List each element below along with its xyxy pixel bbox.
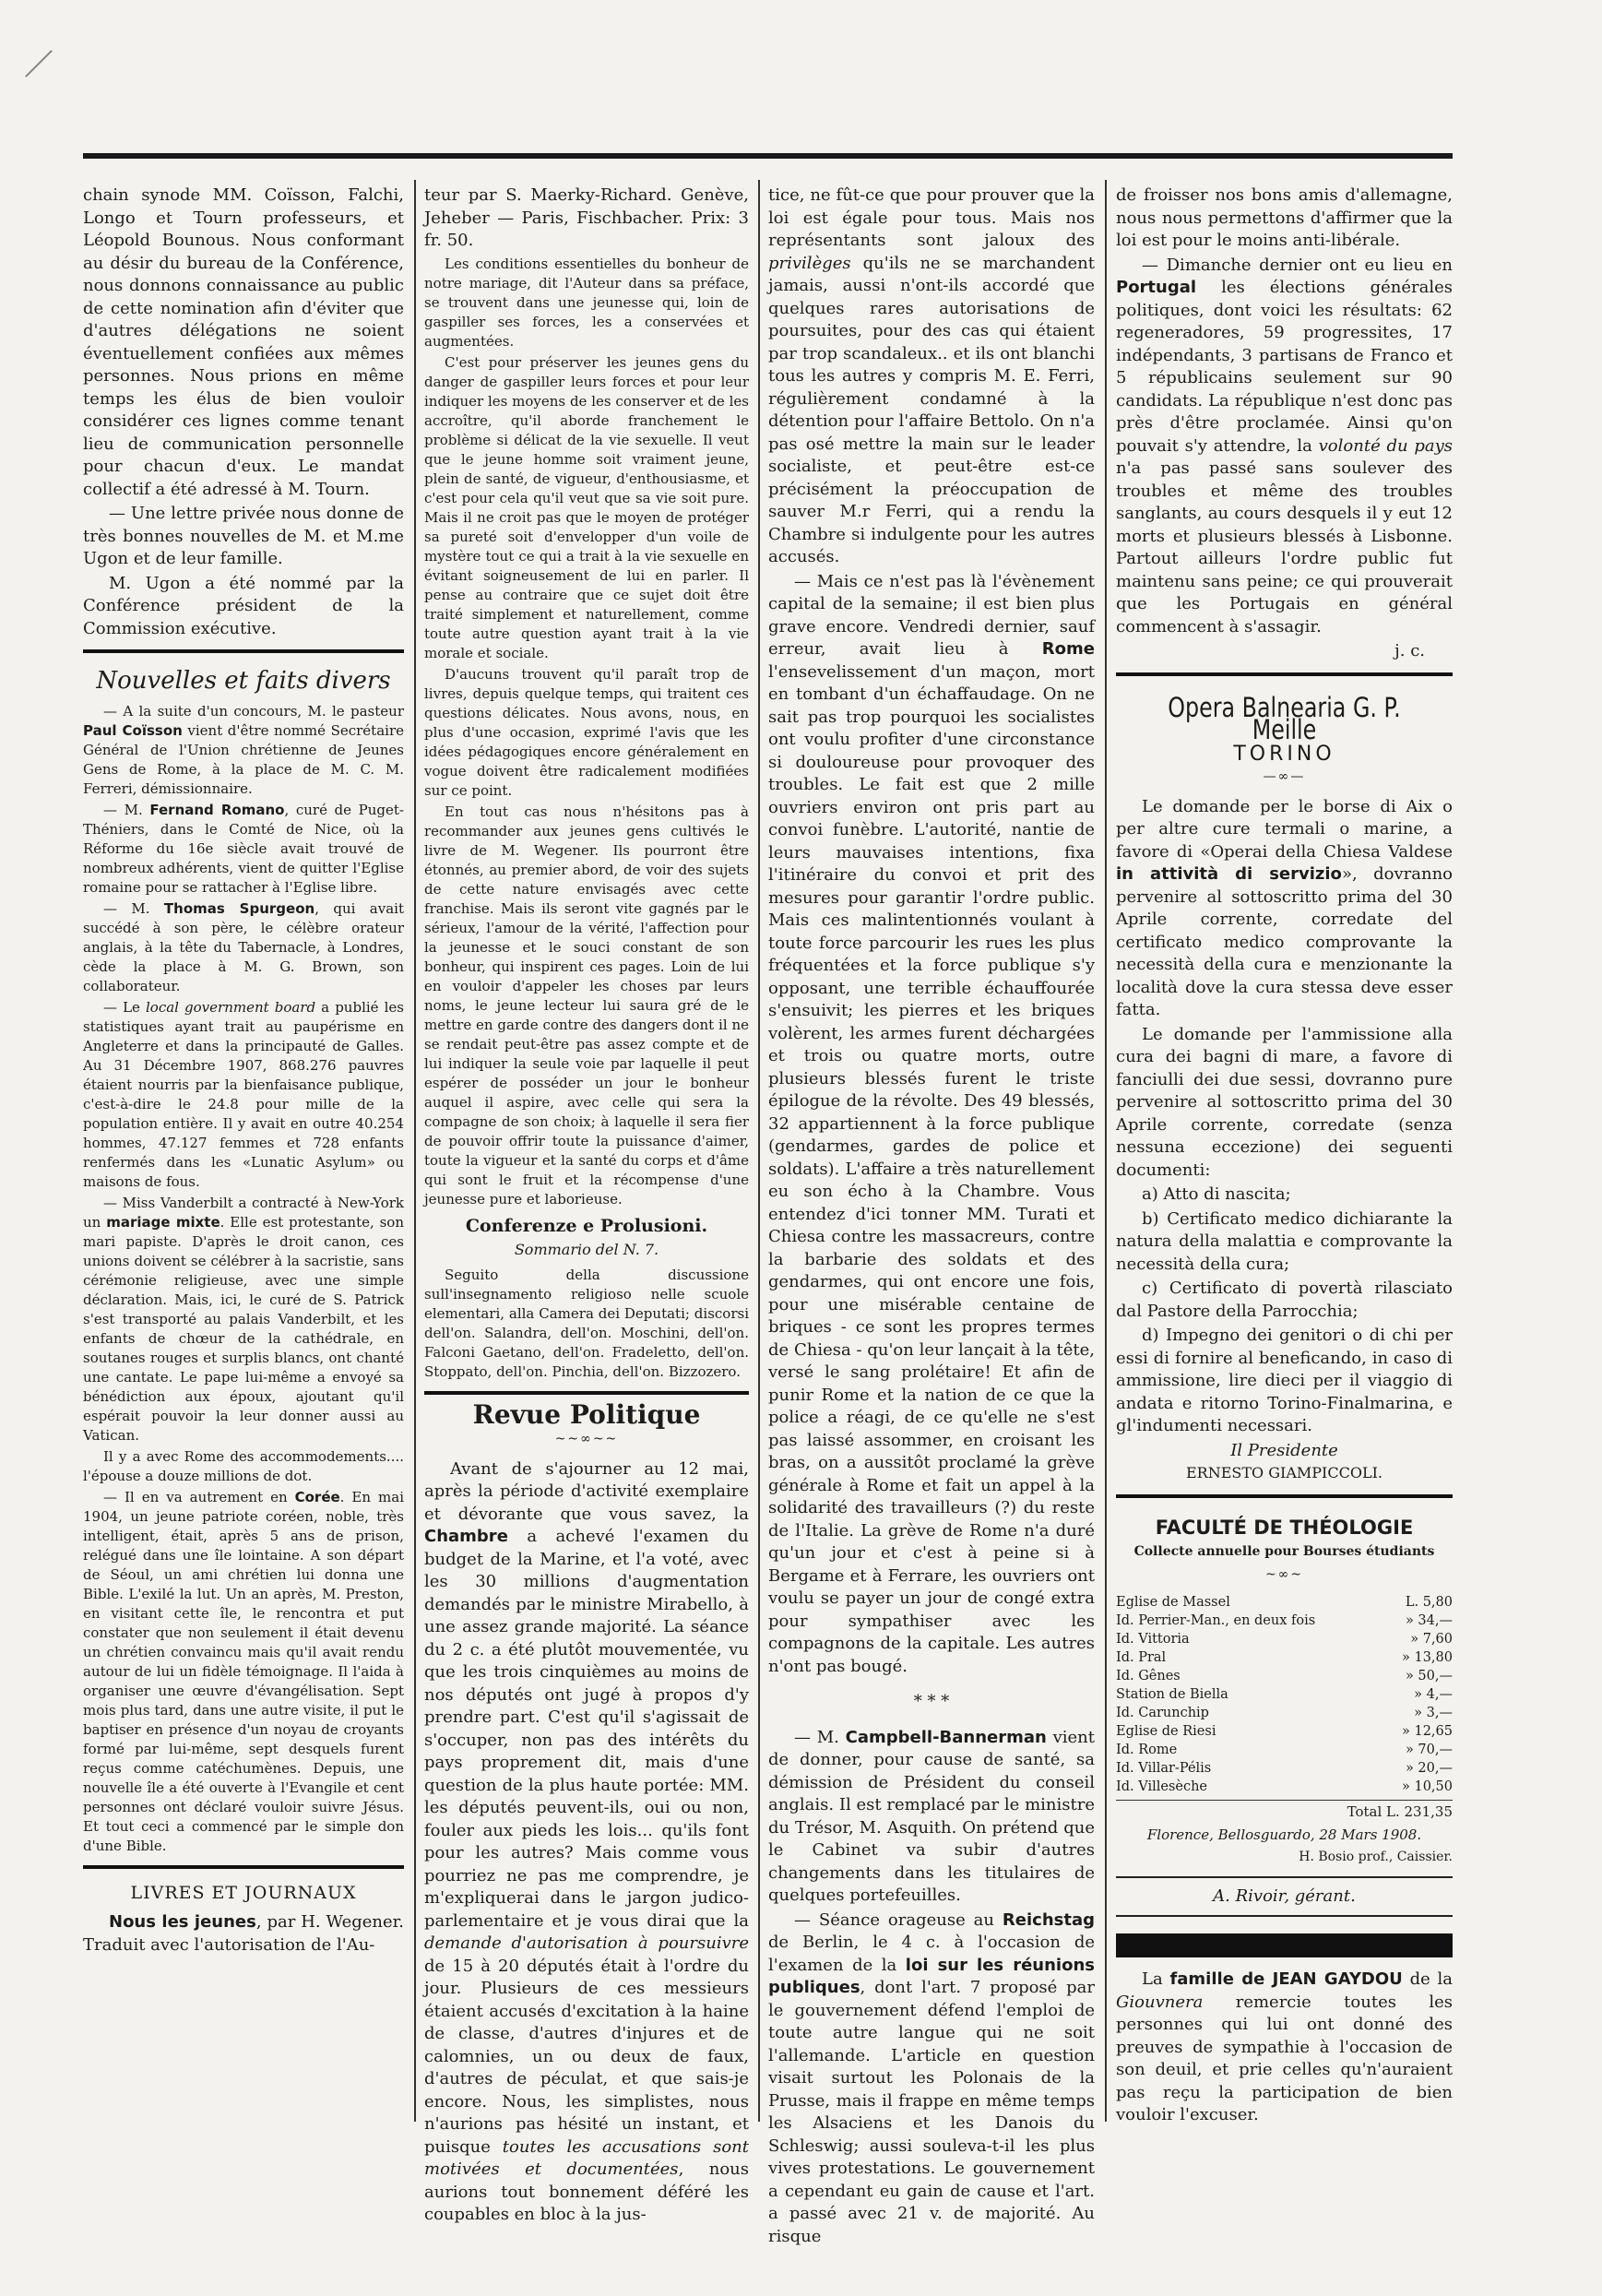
paragraph: — Une lettre privée nous donne de très bonnes nouvelles de M. et M.me Ugon et de leur famille.	[83, 504, 404, 568]
mourning-bar	[1116, 1933, 1453, 1957]
donation-row	[1116, 1630, 1453, 1648]
paragraph: chain synode MM. Coïsson, Falchi, Longo et Tourn professeurs, et Léopold Bounous. Nous conformant au désir du bureau de la Conférence, nous donnons connaissance au public de cette nomination afin d'éviter que d'autres délégations ne soient éventuellement confiées aux mêmes personnes. Nous prions en même temps les élus de bien vouloir considérer ces lignes comme tenant lieu de communication personnelle pour chacun d'eux. Le mandat collectif a été adressé à M. Tourn.	[83, 185, 404, 499]
notice-text: La famille de JEAN GAYDOU de la Giouvnera remercie toutes les personnes qui lui ont donné des preuves de sympathie à l'occasion de son deuil, et prie celles qu'n'auraient pas reçu la participation de bien vouloir l'excuser.	[1116, 1969, 1453, 2124]
donation-place: Id. Pral	[1116, 1650, 1167, 1665]
donation-row	[1116, 1741, 1453, 1759]
flourish-ornament: ~~∞~~	[554, 1432, 619, 1446]
donation-row	[1116, 1648, 1453, 1667]
paragraph: — Séance orageuse au Reichstag de Berlin, le 4 c. à l'occasion de l'examen de la loi sur les réunions publiques, dont l'art. 7 proposé par le gouvernement défend l'emploi de toute autre langue qui ne soit l'allemande. L'article en question visait surtout les Polonais de la Prusse, mais il frappe en même temps les Alsaciens et les Danois du Schleswig; aussi souleva-t-il les plus vives protestations. Le gouvernement a cependant eu gain de cause et l'art. a passé avec 21 v. de majorité. Au risque	[768, 1909, 1095, 2246]
paragraph: Avant de s'ajourner au 12 mai, après la période d'activité exemplaire et dévorante que vous savez, la Chambre a achevé l'examen du budget de la Marine, et l'a voté, avec les 30 millions d'augmentation demandés par le ministre Mirabello, à une assez grande majorité. La séance du 2 c. a été plutôt mouvementée, vu que les trois cinquièmes au moins de nos députés ont jugé à propos d'y prendre part. C'est qu'il s'agissait de s'occuper, non pas des intérêts du pays proprement dit, mais d'une question de la plus haute portée: MM. les députés peuvent-ils, oui ou non, fouler aux pieds les lois... qu'ils font pour les autres? Mais comme vous pourriez ne pas me comprendre, je m'expliquerai dans le jargon judico-parlementaire et je vous dirai que la demande d'autorisation à poursuivre de 15 à 20 députés était à l'ordre du jour. Plusieurs de ces messieurs étaient accusés d'excitation à la haine de classe, d'autres d'injures et de calomnies, un ou deux de faux, d'autres de péculat, et que sais-je encore. Nous, les simplistes, nous n'aurions pas hésité un instant, et puisque toutes les accusations sont motivées et documentées, nous aurions tout bonnement déféré les coupables en bloc à la jus-	[424, 1458, 750, 2224]
donation-value: » 12,65	[1402, 1724, 1453, 1739]
signature: H. Bosio prof., Caissier.	[1299, 1850, 1453, 1864]
asterism: * * *	[913, 1692, 950, 1711]
subheading-note: Sommario del N. 7.	[514, 1241, 659, 1258]
list-item: d) Impegno dei genitori o di chi per essi di fornire al beneficando, in caso di ammissione, lire dieci per il viaggio di andata e ritorno Torino-Finalmarina, e gl'indumenti necessari.	[1116, 1326, 1453, 1435]
column-divider	[414, 180, 416, 2122]
paragraph: de froisser nos bons amis d'allemagne, nous nous permettons d'affirmer que la loi est pour le moins anti-libérale.	[1116, 185, 1453, 250]
divider	[1116, 672, 1453, 676]
summary-text: Seguito della discussione sull'insegnamento religioso nelle scuole elementari, alla Camera dei Deputati; discorsi dell'on. Salandra, dell'on. Moschini, dell'on. Falconi Gaetano, dell'on. Fradeletto, dell'on. Stoppato, dell'on. Pinchia, dell'on. Bizzozero.	[424, 1266, 749, 1380]
page-corner-mark	[25, 50, 53, 77]
donation-place: Id. Rome	[1116, 1743, 1178, 1757]
signature-title: Il Presidente	[1230, 1440, 1338, 1460]
donation-value: » 50,—	[1405, 1669, 1453, 1683]
column-3	[768, 184, 1095, 2250]
donation-value: » 4,—	[1414, 1687, 1453, 1702]
signature: j. c.	[1394, 641, 1425, 660]
flourish-ornament: —∞—	[1263, 769, 1306, 784]
date-line: Florence, Bellosguardo, 28 Mars 1908.	[1146, 1826, 1422, 1843]
top-rule	[83, 153, 1453, 159]
donation-row	[1116, 1612, 1453, 1630]
section-heading: Opera Balnearia G. P. Meille	[1168, 691, 1401, 745]
donation-value: » 13,80	[1402, 1650, 1453, 1665]
news-item: — Miss Vanderbilt a contracté à New-York un mariage mixte. Elle est protestante, son mari papiste. D'après le droit canon, ces unions doivent se célébrer à la sacristie, sans cérémonie religieuse, avec une simple déclaration. Mais, ici, le curé de S. Patrick s'est transporté au palais Vanderbilt, et les enfants de chœur de la cathédrale, en soutanes rouges et surplis blancs, ont chanté une cantate. Le pape lui-même a envoyé sa bénédiction aux époux, ajoutant qu'il espérait pouvoir la leur donner aussi au Vatican.	[83, 1194, 404, 1444]
donation-value: » 7,60	[1410, 1632, 1453, 1647]
donation-value: » 20,—	[1405, 1761, 1453, 1776]
section-subheading: TORINO	[1233, 742, 1335, 766]
news-item: — M. Thomas Spurgeon, qui avait succédé à son père, le célèbre orateur anglais, à la tête du Tabernacle, à Londres, cède la place à M. G. Brown, son collaborateur.	[83, 899, 404, 994]
section-heading: FACULTÉ DE THÉOLOGIE	[1155, 1516, 1414, 1539]
divider	[1116, 1915, 1453, 1917]
donation-place: Id. Carunchip	[1116, 1706, 1209, 1720]
section-heading: Nouvelles et faits divers	[96, 667, 391, 695]
divider	[1116, 1494, 1453, 1498]
divider	[1116, 1876, 1453, 1878]
list-item: a) Atto di nascita;	[1142, 1184, 1291, 1204]
divider	[83, 649, 404, 653]
list-item: c) Certificato di povertà rilasciato dal Pastore della Parrocchia;	[1116, 1279, 1453, 1321]
donation-row	[1116, 1778, 1453, 1796]
review-text: En tout cas nous n'hésitons pas à recommander aux jeunes gens cultivés le livre de M. Wegener. Ils pourront être étonnés, au premier abord, de voir des sujets de cette nature envisagés avec cette franchise. Mais ils seront vite gagnés par le sérieux, l'amour de la vérité, l'affection pour la jeunesse et le souci constant de son bonheur, qui inspirent ces pages. Loin de lui en vouloir d'appeler les choses par leurs noms, le jeune lecteur lui saura gré de le mettre en garde contre des dangers dont il ne se rendait peut-être pas assez compte et de lui indiquer la seule voie par laquelle il peut espérer de posséder un jour le bonheur auquel il aspire, avec celle qui sera la compagne de son choix; à laquelle il sera fier de pouvoir offrir toute la puissance d'aimer, toute la vigueur et la santé du corps et d'âme qui sont le fruit et la récompense d'une jeunesse pure et laborieuse.	[424, 803, 749, 1207]
section-subheading: Collecte annuelle pour Bourses étudiants	[1133, 1544, 1435, 1559]
donation-row	[1116, 1704, 1453, 1722]
news-item: — Le local government board a publié les statistiques ayant trait au paupérisme en Angleterre et dans la principauté de Galles. Au 31 Décembre 1907, 868.276 pauvres étaient nourris par la bienfaisance publique, c'est-à-dire le 24.8 pour mille de la population entière. Il y avait en outre 40.254 hommes, 47.127 femmes et 728 enfants renfermés dans les «Lunatic Asylum» ou maisons de fous.	[83, 998, 404, 1190]
donation-place: Eglise de Massel	[1116, 1595, 1230, 1610]
paragraph: — M. Campbell-Bannerman vient de donner, pour cause de santé, sa démission de Président du conseil anglais. Il est remplacé par le ministre du Trésor, M. Asquith. On prétend que le Cabinet va subir d'autres changements dans les titulaires de quelques portefeuilles.	[768, 1727, 1095, 1905]
donation-row	[1116, 1593, 1453, 1612]
donation-row	[1116, 1759, 1453, 1778]
donation-value: L. 5,80	[1405, 1595, 1453, 1610]
donation-place: Eglise de Riesi	[1116, 1724, 1216, 1739]
section-heading: LIVRES ET JOURNAUX	[130, 1882, 357, 1903]
news-item: — M. Fernand Romano, curé de Puget-Théniers, dans le Comté de Nice, où la Réforme du 16e siècle avait trouvé de nombreux adhérents, vient de quitter l'Eglise romaine pour se rattacher à l'Eglise libre.	[83, 801, 404, 896]
column-divider	[1105, 180, 1107, 2122]
gerant-line: A. Rivoir, gérant.	[1213, 1886, 1356, 1906]
paragraph: teur par S. Maerky-Richard. Genève, Jeheber — Paris, Fischbacher. Prix: 3 fr. 50.	[424, 185, 749, 250]
paragraph: M. Ugon a été nommé par la Conférence président de la Commission exécutive.	[83, 573, 404, 638]
donation-place: Id. Vittoria	[1116, 1632, 1190, 1647]
paragraph: Le domande per l'ammissione alla cura dei bagni di mare, a favore di fanciulli dei due sessi, dovranno pure pervenire al sottoscritto prima del 30 Aprile corrente, corredate (senza nessuna eccezione) dei seguenti documenti:	[1116, 1024, 1453, 1180]
review-text: D'aucuns trouvent qu'il paraît trop de livres, depuis quelque temps, qui traitent ces questions délicates. Nous avons, nous, en plus d'une occasion, exprimé l'avis que les idées pédagogiques encore généralement en vogue doivent être radicalement modifiées sur ce point.	[424, 665, 749, 799]
paragraph: Le domande per le borse di Aix o per altre cure termali o marine, a favore di «Operai della Chiesa Valdese in attività di servizio», dovranno pervenire al sottoscritto prima del 30 Aprile corrente, corredate del certificato medico comprovante la necessità della cura e menzionante la località dove la cura stessa deve esser fatta.	[1116, 796, 1454, 1019]
divider	[424, 1391, 749, 1395]
column-4	[1116, 184, 1453, 2129]
news-item: — A la suite d'un concours, M. le pasteur Paul Coïsson vient d'être nommé Secrétaire Général de l'Union chrétienne de Jeunes Gens de Rome, à la place de M. C. M. Ferreri, démissionnaire.	[83, 702, 404, 797]
donation-place: Id. Villesèche	[1116, 1779, 1208, 1794]
donation-row	[1116, 1685, 1453, 1704]
subheading: Conferenze e Prolusioni.	[465, 1215, 708, 1236]
paragraph: tice, ne fût-ce que pour prouver que la loi est égale pour tous. Mais nos représentants sont jaloux des privilèges qu'ils ne se marchandent jamais, aussi n'ont-ils accordé que quelques rares autorisations de poursuites, pour des cas qui étaient par trop scandaleux.. et ils ont blanchi tous les autres y compris M. E. Ferri, régulièrement condamné à la détention pour l'affaire Bettolo. On n'a pas osé mettre la main sur le leader socialiste, et peut-être est-ce précisément la préoccupation de sauver M.r Ferri, qui a rendu la Chambre si indulgente pour les autres accusés.	[768, 185, 1095, 566]
section-heading: Revue Politique	[472, 1398, 701, 1430]
divider	[83, 1865, 404, 1869]
donation-value: » 70,—	[1405, 1743, 1453, 1757]
donation-row	[1116, 1667, 1453, 1685]
review-text: Les conditions essentielles du bonheur de notre mariage, dit l'Auteur dans sa préface, se trouvent dans une jeunesse qui, loin de gaspiller ses forces, les a conservées et augmentées.	[424, 255, 749, 350]
signature-name: ERNESTO GIAMPICCOLI.	[1186, 1464, 1382, 1481]
donation-table	[1116, 1593, 1453, 1796]
review-text: C'est pour préserver les jeunes gens du danger de gaspiller leurs forces et pour leur indiquer les moyens de les conserver et de les accroître, qu'il aborde franchement le problème si délicat de la vie sexuelle. Il veut que le jeune homme soit vraiment jeune, plein de santé, de vigueur, d'enthousiasme, et c'est pour cela qu'il veut que sa vie soit pure. Mais il ne croit pas que le moyen de protéger sa pureté soit d'envelopper d'un voile de mystère tout ce qui a trait à la vie sexuelle en évitant soigneusement de lui en parler. Il pense au contraire que ce sujet doit être traité simplement et naturellement, comme toute autre question ayant trait à la vie morale et sociale.	[424, 353, 749, 661]
book-review: Nous les jeunes, par H. Wegener. Traduit avec l'autorisation de l'Au-	[83, 1912, 404, 1955]
donation-value: » 3,—	[1414, 1706, 1453, 1720]
donation-value: » 10,50	[1402, 1779, 1453, 1794]
donation-place: Station de Biella	[1116, 1687, 1228, 1702]
donation-place: Id. Villar-Pélis	[1116, 1761, 1212, 1776]
column-1	[83, 184, 404, 1958]
paragraph: — Mais ce n'est pas là l'évènement capital de la semaine; il est bien plus grave encore. Vendredi dernier, sauf erreur, avait lieu à Rome l'ensevelissement d'un maçon, mort en tombant d'un échaffaudage. On ne sait pas trop pourquoi les socialistes ont voulu profiter d'une circonstance si douloureuse pour provoquer des troubles. Le fait est que 2 mille ouvriers environ ont pris part au convoi funèbre. L'autorité, nantie de leurs mauvaises intentions, fixa l'itinéraire du convoi et prit des mesures pour garantir l'ordre public. Mais ces malintentionnés voulant à toute force parcourir les rues les plus fréquentées et la force publique s'y opposant, une terrible échauffourée s'ensuivit; les pierres et les briques volèrent, les armes furent déchargées et trois ou quatre morts, outre plusieurs blessés furent le triste épilogue de la révolte. Des 49 blessés, 32 appartiennent à la force publique (gendarmes, gardes de police et soldats). L'affaire a très naturellement eu son écho à la Chambre. Vous entendez d'ici tonner MM. Turati et Chiesa contre les massacreurs, contre la barbarie des soldats et des gendarmes, qui ont encore une fois, pour une misérable centaine de briques - ce sont les propres termes de Chiesa - qu'on leur lançait à la tête, versé le sang prolétaire! Et afin de punir Rome et la nation de ce que la police a réagi, de ce qu'elle ne s'est pas laissé assommer, en croisant les bras, on a aussitôt proclamé la grève générale à Rome et fait un appel à la solidarité des travailleurs (?) du reste de l'Italie. La grève de Rome n'a duré qu'un jour et c'est à peine si à Bergame et à Ferrare, les ouvriers ont voulu se payer un jour de congé extra pour sympathiser avec les compagnons de la capitale. Les autres n'ont pas bougé.	[768, 571, 1095, 1676]
paragraph: — Dimanche dernier ont eu lieu en Portugal les élections générales politiques, dont voici les résultats: 62 regeneradores, 59 progressites, 17 indépendants, 3 partisans de Franco et 5 républicains seulement sur 90 candidats. La république n'est donc pas près d'être proclamée. Ainsi qu'on pouvait s'y attendre, la volonté du pays n'a pas passé sans soulever des troubles et même des troubles sanglants, au cours desquels il y eut 12 morts et plusieurs blessés à Lisbonne. Partout ailleurs l'ordre public fut maintenu sans peine; ce qui prouverait que les Portugais en général commencent à s'assagir.	[1116, 255, 1453, 636]
news-item: — Il en va autrement en Corée. En mai 1904, un jeune patriote coréen, noble, très intelligent, était, après 5 ans de prison, relégué dans une île lointaine. A son départ de Séoul, un ami chrétien lui donna une Bible. L'exilé la lut. Un an après, M. Preston, en visitant cette île, le rencontra et put constater que non seulement il était devenu un chrétien convaincu mais qu'il avait rendu autour de lui un fidèle témoignage. Il l'aida à organiser une œuvre d'évangélisation. Sept mois plus tard, dans une autre visite, il put le baptiser en présence d'un noyau de croyants formé par lui-même, sept desquels furent reçus comme catéchumènes. Depuis, une nouvelle île a été ouverte à l'Evangile et cent personnes ont déclaré vouloir suivre Jésus. Et tout ceci a commencé par le simple don d'une Bible.	[83, 1488, 404, 1854]
flourish-ornament: ~∞~	[1264, 1566, 1304, 1582]
donation-place: Id. Gênes	[1116, 1669, 1181, 1683]
total: Total L. 231,35	[1116, 1800, 1453, 1824]
column-2	[424, 184, 749, 2229]
column-divider	[758, 180, 760, 2122]
donation-place: Id. Perrier-Man., en deux fois	[1116, 1613, 1316, 1628]
list-item: b) Certificato medico dichiarante la natura della malattia e comprovante la necessità della cura;	[1116, 1208, 1453, 1274]
news-item: Il y a avec Rome des accommodements.... l'épouse a douze millions de dot.	[83, 1447, 404, 1484]
donation-value: » 34,—	[1405, 1613, 1453, 1628]
donation-row	[1116, 1722, 1453, 1741]
